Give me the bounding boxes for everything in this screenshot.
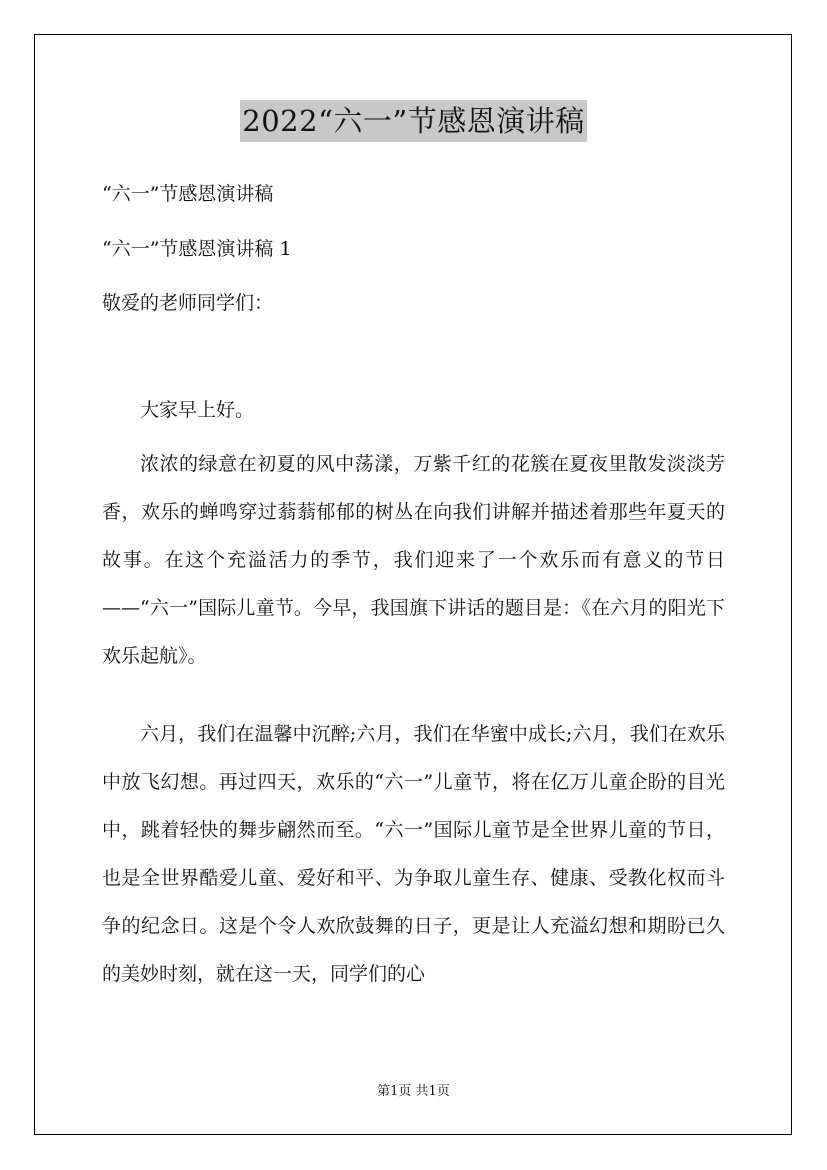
paragraph-greeting: 大家早上好。 [140, 399, 255, 421]
paragraph-intro: 浓浓的绿意在初夏的风中荡漾，万紫千红的花簇在夏夜里散发淡淡芳香，欢乐的蝉鸣穿过蓊蓊郁郁的树丛在向我们讲解并描述着那些年夏天的故事。在这个充溢活力的季节，我们迎来了一个欢乐而有意义的节日——“六一”国际儿童节。今早，我国旗下讲话的题目是：《在六月的阳光下欢乐起航》。 [102, 453, 725, 667]
document-title: 2022“六一”节感恩演讲稿 [240, 100, 586, 142]
salutation: 敬爱的老师同学们： [102, 292, 274, 314]
title-container [0, 100, 827, 142]
section-heading: “六一”节感恩演讲稿 1 [102, 238, 292, 260]
page-footer: 第1页 共1页 [377, 1084, 450, 1099]
paragraph-june: 六月，我们在温馨中沉醉;六月，我们在华蜜中成长;六月，我们在欢乐中放飞幻想。再过四天，欢乐的“六一”儿童节，将在亿万儿童企盼的目光中，跳着轻快的舞步翩然而至。“六一”国际儿童节是全世界儿童的节日，也是全世界酷爱儿童、爱好和平、为争取儿童生存、健康、受教化权而斗争的纪念日。这是个令人欢欣鼓舞的日子，更是让人充溢幻想和期盼已久的美妙时刻，就在这一天，同学们的心 [102, 723, 725, 985]
document-subtitle: “六一”节感恩演讲稿 [102, 183, 274, 205]
